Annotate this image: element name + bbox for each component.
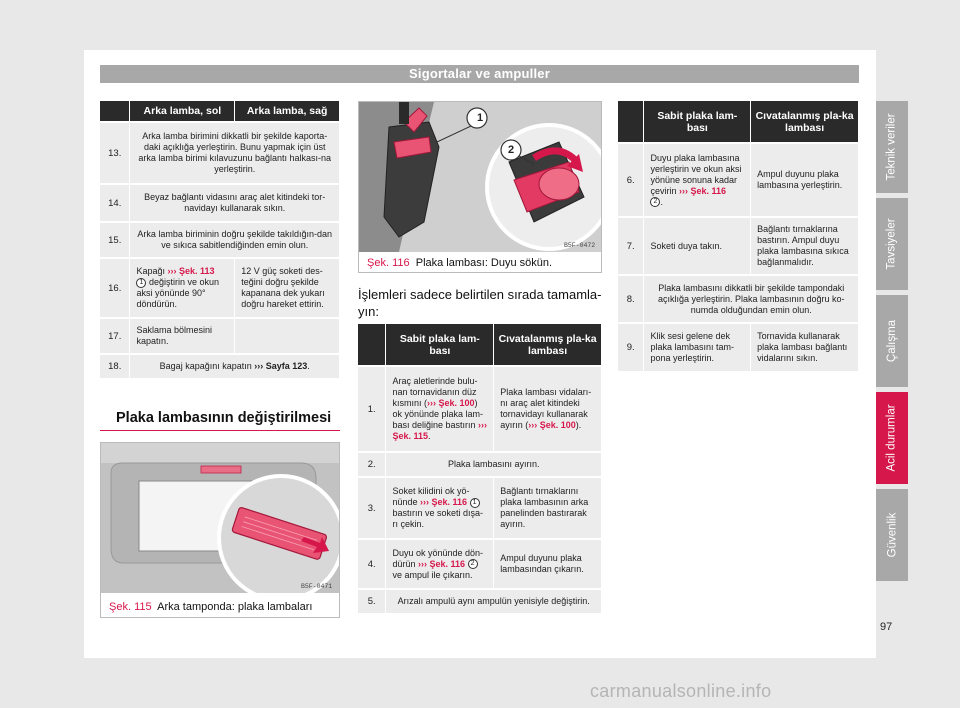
tab-tavsiyeler[interactable]: Tavsiyeler <box>876 198 908 290</box>
tab-acil-durumlar[interactable]: Acil durumlar <box>876 392 908 484</box>
callout-circle: 2 <box>468 559 478 569</box>
figure-link[interactable]: ››› Şek. 116 <box>678 185 727 196</box>
tab-teknik-veriler[interactable]: Teknik veriler <box>876 101 908 193</box>
figure-caption: Şek. 115 Arka tamponda: plaka lambaları <box>109 601 313 613</box>
table-row: 6. Duyu plaka lambasına yerleştirin ve okun aksi yönüne sonuna kadar çevirin ››› Şek. 116 2 . Ampul duyunu plaka lambasına yerleştirin. <box>618 143 859 217</box>
page-link[interactable]: ››› Sayfa 123 <box>254 361 308 371</box>
callout-2: 2 <box>508 144 515 156</box>
license-lamp-illustration <box>359 102 601 252</box>
figure-116 <box>358 101 602 273</box>
section-title: Plaka lambasının değiştirilmesi <box>116 410 332 426</box>
callout-circle: 1 <box>470 498 480 508</box>
table-row: 13. Arka lamba birimini dikkatli bir şekilde kaporta-daki açıklığa yerleştirin. Bunu yapmak için üst arka lamba birimi kılavuzunu bağlantı halkası-na yerleştirin. <box>100 122 340 184</box>
middle-table-col1-header: Sabit plaka lam-bası <box>386 324 494 366</box>
table-row: 15. Arka lamba biriminin doğru şekilde takıldığın-dan ve sıkıca sabitlendiğinden emin olun. <box>100 222 340 258</box>
table-row: 2. Plaka lambasını ayırın. <box>358 452 602 477</box>
right-table <box>618 101 859 371</box>
figure-link[interactable]: ››› Şek. 100 <box>528 420 576 430</box>
left-table-col1-header: Arka lamba, sol <box>130 101 235 122</box>
left-table-col2-header: Arka lamba, sağ <box>235 101 340 122</box>
figure-link[interactable]: ››› Şek. 100 <box>426 398 475 408</box>
figure-link[interactable]: ››› Şek. 116 <box>417 558 466 569</box>
table-row: 5. Arızalı ampulü aynı ampulün yenisiyle değiştirin. <box>358 589 602 613</box>
figure-115-image <box>101 443 339 593</box>
table-row: 9. Klik sesi gelene dek plaka lambasını tam-pona yerleştirin. Tornavida kullanarak plaka lambası bağlantı vidalarını sıkın. <box>618 323 859 371</box>
middle-table-col2-header: Cıvatalanmış pla-ka lambası <box>494 324 602 366</box>
table-row: 1. Araç aletlerinde bulu-nan tornavidanın düz kısmını (››› Şek. 100) ok yönünde plaka lam-bası deliğine bastırın ››› Şek. 115. Plaka lambası vidaları-nı araç alet kitindeki tornavidayı kullanarak ayırın (››› Şek. 100). <box>358 366 602 452</box>
page-number: 97 <box>880 621 893 633</box>
callout-circle: 1 <box>136 278 146 288</box>
figure-code: B5F-0472 <box>564 242 596 249</box>
table-row: 8. Plaka lambasını dikkatli bir şekilde tampondaki açıklığa yerleştirin. Plaka lambasının doğru ko-numda olduğundan emin olun. <box>618 275 859 323</box>
table-row: 4. Duyu ok yönünde dön-dürün ››› Şek. 116 2 ve ampul ile çıkarın. Ampul duyunu plaka lambasından çıkarın. <box>358 539 602 589</box>
figure-code: B5F-0471 <box>301 583 333 590</box>
callout-1: 1 <box>477 112 484 124</box>
table-row: 7. Soketi duya takın. Bağlantı tırnaklarına bastırın. Ampul duyu plaka lambasına sıkıca bağlanmalıdır. <box>618 217 859 275</box>
figure-116-image <box>359 102 601 252</box>
left-table <box>100 101 340 378</box>
watermark: carmanualsonline.info <box>590 681 772 701</box>
page-header: Sigortalar ve ampuller <box>100 65 859 83</box>
table-row: 16. Kapağı ››› Şek. 113 1 değiştirin ve okun aksi yönünde 90° döndürün. 12 V güç soketi des-teğini doğru şekilde kapanana dek yukarı doğru hareket ettirin. <box>100 258 340 318</box>
table-row: 18. Bagaj kapağını kapatın ››› Sayfa 123. <box>100 354 340 378</box>
figure-caption: Şek. 116 Plaka lambası: Duyu sökün. <box>367 257 553 269</box>
figure-link[interactable]: ››› Şek. 113 <box>167 266 215 276</box>
intro-text: İşlemleri sadece belirtilen sırada tamamla-yın: <box>358 287 602 319</box>
table-row: 3. Soket kilidini ok yö-nünde ››› Şek. 116 1 bastırın ve soketi dışa-rı çekin. Bağlantı tırnaklarını plaka lambasının arka panelinden bastırarak ayırın. <box>358 477 602 539</box>
tab-calisma[interactable]: Çalışma <box>876 295 908 387</box>
right-table-col1-header: Sabit plaka lam-bası <box>644 101 751 143</box>
section-divider <box>100 430 340 431</box>
figure-115 <box>100 442 340 618</box>
table-row: 17. Saklama bölmesini kapatın. <box>100 318 340 354</box>
rear-bumper-illustration <box>101 443 339 593</box>
figure-link[interactable]: ››› Şek. 116 <box>419 497 468 507</box>
middle-table <box>358 324 602 613</box>
callout-circle: 2 <box>650 197 660 207</box>
tab-guvenlik[interactable]: Güvenlik <box>876 489 908 581</box>
right-table-col2-header: Cıvatalanmış pla-ka lambası <box>751 101 859 143</box>
table-row: 14. Beyaz bağlantı vidasını araç alet kitindeki tor-navidayı kullanarak sıkın. <box>100 184 340 222</box>
figure-link[interactable]: ››› Şek. 115 <box>392 420 488 441</box>
